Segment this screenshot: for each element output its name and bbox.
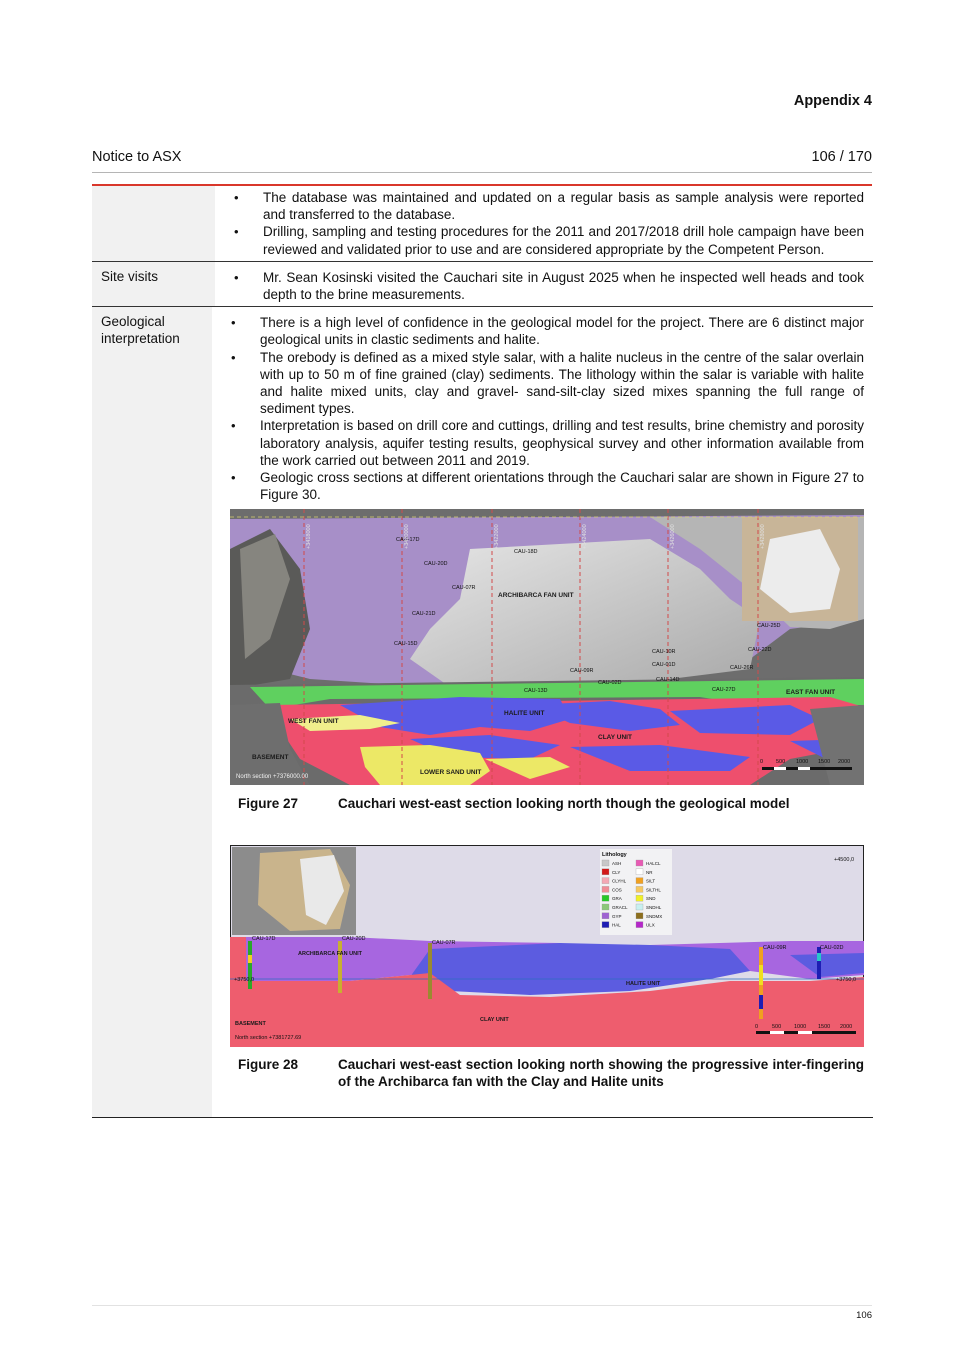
- grid-label: +3420000: [404, 524, 410, 550]
- unit-label-archibarca: ARCHIBARCA FAN UNIT: [298, 950, 362, 957]
- unit-label-archibarca: ARCHIBARCA FAN UNIT: [498, 592, 574, 600]
- figure-27: [230, 509, 864, 813]
- figure-caption-text: Cauchari west-east section looking north though the geological model: [338, 796, 790, 812]
- well-label: CAU-22D: [748, 647, 772, 654]
- figure-27-caption: [238, 795, 864, 813]
- legend-swatch: [602, 913, 609, 919]
- row-label: Geological interpretation: [92, 307, 212, 1117]
- legend-title: Lithology: [602, 851, 627, 858]
- bullet-item: • Interpretation is based on drill core and cuttings, drilling and test results, brine chemistry and porosity laboratory analysis, aquifer testing results, geophysical survey and other information available from the work carried out between 2011 and 2019.: [230, 417, 864, 469]
- section-label: North section +7376000.00: [236, 774, 309, 781]
- footer-rule: [92, 1305, 872, 1306]
- figure-28-caption: [238, 1056, 864, 1091]
- unit-label-basement: BASEMENT: [235, 1020, 266, 1027]
- grid-label: +3422000: [494, 524, 500, 550]
- well-label: CAU-01D: [652, 662, 676, 669]
- well-label: CAU-07R: [432, 939, 456, 946]
- well-label: CAU-09R: [763, 944, 787, 951]
- scale-tick: 0: [755, 1023, 759, 1030]
- scale-tick: 500: [776, 759, 786, 766]
- legend-swatch: [636, 878, 643, 884]
- figure-number: Figure 27: [238, 796, 299, 812]
- unit-label-clay: CLAY UNIT: [598, 734, 632, 742]
- unit-label-lower-sand: LOWER SAND UNIT: [420, 769, 482, 777]
- legend-swatch: [636, 860, 643, 866]
- legend-swatch: [602, 878, 609, 884]
- legend-label: SILT: [646, 878, 656, 884]
- legend-swatch: [602, 869, 609, 875]
- grid-label: +3418000: [306, 524, 312, 550]
- row-content: [212, 307, 873, 1117]
- unit-label-halite: HALITE UNIT: [626, 980, 661, 987]
- figure-28: [230, 845, 864, 1091]
- unit-label-east-fan: EAST FAN UNIT: [786, 689, 836, 697]
- unit-label-clay: CLAY UNIT: [480, 1016, 509, 1023]
- legend-label: CLYHL: [612, 878, 627, 884]
- legend-swatch: [602, 860, 609, 866]
- grid-label: +3424000: [582, 524, 588, 550]
- scale-tick: 1500: [818, 759, 831, 766]
- table-row-continued: [92, 186, 873, 262]
- well-label: CAU-18D: [514, 549, 538, 556]
- unit-label-halite: HALITE UNIT: [504, 710, 545, 718]
- row-content: [215, 262, 873, 306]
- grid-label: +3428000: [760, 524, 766, 550]
- legend-label: SND: [646, 896, 656, 902]
- page-counter: 106 / 170: [811, 149, 872, 165]
- well-label: CAU-27D: [712, 687, 736, 694]
- well-label: CAU-20D: [424, 561, 448, 568]
- page-header: [92, 149, 872, 165]
- document-title: Notice to ASX: [92, 149, 182, 165]
- table-row-site-visits: [92, 262, 873, 307]
- well-label: CAU-14D: [656, 677, 680, 684]
- scale-tick: 500: [772, 1023, 782, 1030]
- scale-tick: 1000: [794, 1023, 807, 1030]
- row-content: [215, 186, 873, 261]
- legend-swatch: [636, 904, 643, 910]
- table-row-geological-interpretation: [92, 307, 873, 1118]
- legend-swatch: [636, 869, 643, 875]
- bullet-item: • There is a high level of confidence in the geological model for the project. There are 6 distinct major geological units in clastic sediments and halite.: [230, 314, 864, 348]
- legend-label: NR: [646, 869, 653, 875]
- appendix-label: Appendix 4: [793, 93, 872, 109]
- bullet-item: • Drilling, sampling and testing procedures for the 2011 and 2017/2018 drill hole campaign have been reviewed and validated prior to use and are considered appropriate by the Competent Person.: [233, 223, 864, 257]
- figure-caption-text: Cauchari west-east section looking north showing the progressive inter-fingering of the Archibarca fan with the Clay and Halite units: [338, 1056, 864, 1090]
- well-label: CAU-02D: [820, 944, 844, 951]
- elevation-left: +3750,0: [234, 976, 255, 983]
- criteria-table: [92, 186, 873, 1118]
- row-label: Site visits: [92, 262, 215, 306]
- scale-tick: 2000: [838, 759, 851, 766]
- legend-label: SNDHL: [646, 904, 662, 910]
- bullet-item: • The orebody is defined as a mixed style salar, with a halite nucleus in the centre of the salar overlain with up to 50 m of fine grained (clay) sediments. The lithology within the salar is variable with halite and halite mixed units, clay and gravel- sand-silt-clay sized mixes spanning the full range of sediment types.: [230, 349, 864, 418]
- bullet-item: • The database was maintained and updated on a regular basis as sample analysis were reported and transferred to the database.: [233, 189, 864, 223]
- well-label: CAU-17D: [252, 935, 276, 942]
- elevation-top: +4500,0: [834, 856, 855, 863]
- grid-label: +3426000: [670, 524, 676, 550]
- legend-label: GYP: [612, 913, 622, 919]
- well-label: CAU-09R: [570, 668, 594, 675]
- well-label: CAU-26R: [730, 665, 754, 672]
- well-label: CAU-21D: [412, 611, 436, 618]
- well-label: CAU-17D: [396, 537, 420, 544]
- header-rule: [92, 172, 872, 173]
- legend-swatch: [602, 886, 609, 892]
- legend-label: GRA: [612, 896, 622, 902]
- section-label: North section +7381727.69: [235, 1034, 302, 1041]
- figure-27-image: [230, 509, 864, 785]
- legend-swatch: [636, 922, 643, 928]
- well-label: CAU-25D: [757, 623, 781, 630]
- legend-label: SILTHL: [646, 887, 661, 893]
- legend-label: HALCL: [646, 860, 661, 866]
- well-label: CAU-13D: [524, 688, 548, 695]
- legend-label: SNDMX: [646, 913, 663, 919]
- legend-swatch: [636, 886, 643, 892]
- scale-tick: 2000: [840, 1023, 853, 1030]
- figure-28-image: [230, 845, 864, 1047]
- well-label: CAU-15D: [394, 641, 418, 648]
- footer-page-number: 106: [856, 1310, 872, 1321]
- legend-label: GRACL: [612, 904, 628, 910]
- legend-swatch: [636, 913, 643, 919]
- unit-label-basement: BASEMENT: [252, 754, 289, 762]
- row-label-empty: [92, 186, 215, 261]
- well-label: CAU-10R: [652, 649, 676, 656]
- legend-label: CLY: [612, 869, 621, 875]
- scale-tick: 1000: [796, 759, 809, 766]
- legend-swatch: [636, 895, 643, 901]
- figure-number: Figure 28: [238, 1056, 299, 1072]
- well-label: CAU-20D: [342, 935, 366, 942]
- bullet-item: • Mr. Sean Kosinski visited the Cauchari site in August 2025 when he inspected well heads and took depth to the brine measurements.: [233, 269, 864, 303]
- legend-swatch: [602, 895, 609, 901]
- legend-label: ASH: [612, 860, 622, 866]
- legend-swatch: [602, 904, 609, 910]
- legend-label: COS: [612, 887, 622, 893]
- legend-label: ULX: [646, 922, 655, 928]
- legend-label: HAL: [612, 922, 621, 928]
- elevation-right: +3750,0: [836, 976, 857, 983]
- well-label: CAU-07R: [452, 585, 476, 592]
- legend-swatch: [602, 922, 609, 928]
- scale-tick: 0: [760, 759, 764, 766]
- unit-label-west-fan: WEST FAN UNIT: [288, 718, 339, 726]
- scale-tick: 1500: [818, 1023, 831, 1030]
- bullet-item: • Geologic cross sections at different orientations through the Cauchari salar are shown in Figure 27 to Figure 30.: [230, 469, 864, 503]
- well-label: CAU-02D: [598, 680, 622, 687]
